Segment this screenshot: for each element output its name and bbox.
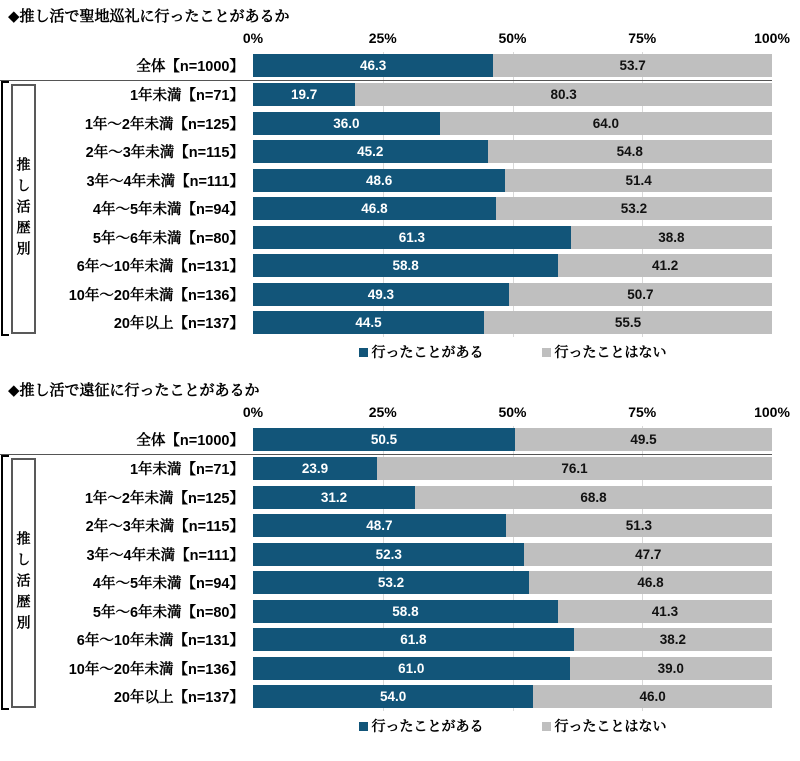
table-row (0, 252, 772, 281)
bar-segment-yes: 36.0 (253, 112, 440, 135)
bar-segment-yes: 58.8 (253, 600, 558, 623)
bar-segment-no: 38.8 (571, 226, 772, 249)
row-label: 1年未満【n=71】 (129, 462, 244, 479)
axis-tick: 50% (498, 404, 527, 420)
bar-segment-yes: 48.7 (253, 514, 506, 537)
bar-segment-no: 54.8 (488, 140, 772, 163)
bar-segment-no: 41.3 (558, 600, 772, 623)
table-row (0, 81, 772, 110)
stacked-bar (253, 514, 772, 537)
table-row (0, 166, 772, 195)
stacked-bar (253, 486, 772, 509)
row-label: 3年〜4年未満【n=111】 (86, 173, 244, 190)
legend-label-yes: 行ったことがある (371, 718, 484, 734)
group-label: 推し活歴別 (15, 156, 32, 262)
bar-segment-yes: 31.2 (253, 486, 415, 509)
bar-segment-no: 46.0 (533, 685, 772, 708)
legend-label-yes: 行ったことがある (371, 344, 484, 360)
legend-label-no: 行ったことはない (554, 718, 667, 734)
group-bracket (1, 455, 9, 710)
axis-tick: 100% (754, 404, 790, 420)
legend-item-yes (359, 716, 484, 736)
row-label: 10年〜20年未満【n=136】 (68, 287, 244, 304)
bar-segment-no: 53.2 (496, 197, 772, 220)
bar-segment-no: 51.3 (506, 514, 772, 537)
table-row (0, 626, 772, 655)
stacked-bar (253, 283, 772, 306)
row-label: 6年〜10年未満【n=131】 (76, 633, 244, 650)
stacked-bar (253, 254, 772, 277)
stacked-bar (253, 311, 772, 334)
legend-swatch-yes-icon (359, 722, 368, 731)
chart-title: ◆推し活で遠征に行ったことがあるか (8, 382, 260, 399)
bar-segment-no: 64.0 (440, 112, 772, 135)
axis-tick: 50% (498, 30, 527, 46)
row-label: 5年〜6年未満【n=80】 (92, 230, 244, 247)
table-row (0, 569, 772, 598)
plot-area (0, 52, 772, 337)
chart-title: ◆推し活で聖地巡礼に行ったことがあるか (8, 8, 290, 25)
row-label: 20年以上【n=137】 (113, 690, 244, 707)
legend-swatch-no-icon (542, 722, 551, 731)
group-box (11, 458, 36, 708)
bar-segment-yes: 50.5 (253, 428, 515, 451)
stacked-bar (253, 457, 772, 480)
axis-tick: 100% (754, 30, 790, 46)
bar-segment-yes: 46.8 (253, 197, 496, 220)
stacked-bar (253, 428, 772, 451)
axis-tick: 25% (368, 404, 397, 420)
table-row (0, 512, 772, 541)
table-row (0, 138, 772, 167)
stacked-bar (253, 83, 772, 106)
plot-area (0, 426, 772, 711)
bar-segment-no: 46.8 (529, 571, 772, 594)
group-bracket (1, 81, 9, 336)
table-row (0, 540, 772, 569)
stacked-bar (253, 169, 772, 192)
table-row (0, 309, 772, 338)
stacked-bar (253, 197, 772, 220)
x-axis (242, 402, 790, 426)
legend-item-yes (359, 342, 484, 362)
axis-tick: 0% (242, 404, 264, 420)
bar-segment-yes: 52.3 (253, 543, 524, 566)
bar-segment-no: 39.0 (570, 657, 772, 680)
axis-tick: 25% (368, 30, 397, 46)
bar-segment-no: 68.8 (415, 486, 772, 509)
table-row (0, 597, 772, 626)
table-row (0, 455, 772, 484)
row-label: 全体【n=1000】 (136, 59, 244, 76)
bar-segment-yes: 61.8 (253, 628, 574, 651)
bar-segment-no: 76.1 (377, 457, 772, 480)
stacked-bar (253, 571, 772, 594)
x-axis (242, 28, 790, 52)
bar-segment-yes: 44.5 (253, 311, 484, 334)
bar-segment-no: 38.2 (574, 628, 772, 651)
table-row (0, 654, 772, 683)
bar-segment-yes: 58.8 (253, 254, 558, 277)
row-label: 全体【n=1000】 (136, 433, 244, 450)
chart-seichi-junrei (0, 6, 800, 367)
table-row (0, 223, 772, 252)
bar-segment-yes: 19.7 (253, 83, 355, 106)
stacked-bar (253, 628, 772, 651)
chart-ensei (0, 380, 800, 741)
bar-segment-no: 49.5 (515, 428, 772, 451)
row-label: 2年〜3年未満【n=115】 (85, 145, 244, 162)
table-row (0, 280, 772, 309)
legend-item-no (542, 716, 667, 736)
group-box (11, 84, 36, 334)
row-label: 20年以上【n=137】 (113, 316, 244, 333)
bar-segment-no: 41.2 (558, 254, 772, 277)
row-label: 2年〜3年未満【n=115】 (85, 519, 244, 536)
group-label: 推し活歴別 (15, 530, 32, 636)
row-label: 1年〜2年未満【n=125】 (84, 116, 244, 133)
bar-segment-yes: 54.0 (253, 685, 533, 708)
bar-segment-yes: 61.0 (253, 657, 570, 680)
table-row (0, 195, 772, 224)
row-label: 5年〜6年未満【n=80】 (92, 604, 244, 621)
bar-segment-yes: 53.2 (253, 571, 529, 594)
stacked-bar (253, 54, 772, 77)
legend-swatch-yes-icon (359, 348, 368, 357)
legend (253, 337, 772, 367)
table-row (0, 483, 772, 512)
legend-label-no: 行ったことはない (554, 344, 667, 360)
bar-segment-no: 80.3 (355, 83, 772, 106)
row-label: 4年〜5年未満【n=94】 (92, 202, 244, 219)
table-row (0, 426, 772, 455)
row-label: 1年〜2年未満【n=125】 (84, 490, 244, 507)
table-row (0, 109, 772, 138)
row-label: 6年〜10年未満【n=131】 (76, 259, 244, 276)
row-label: 10年〜20年未満【n=136】 (68, 661, 244, 678)
stacked-bar (253, 600, 772, 623)
bar-segment-yes: 49.3 (253, 283, 509, 306)
bar-segment-yes: 46.3 (253, 54, 493, 77)
stacked-bar (253, 657, 772, 680)
bar-segment-no: 50.7 (509, 283, 772, 306)
bar-segment-no: 47.7 (524, 543, 772, 566)
legend-swatch-no-icon (542, 348, 551, 357)
bar-rows (0, 52, 772, 337)
row-label: 4年〜5年未満【n=94】 (92, 576, 244, 593)
table-row (0, 683, 772, 712)
stacked-bar (253, 140, 772, 163)
table-row (0, 52, 772, 81)
bar-segment-yes: 48.6 (253, 169, 505, 192)
legend-item-no (542, 342, 667, 362)
bar-segment-yes: 45.2 (253, 140, 488, 163)
legend (253, 711, 772, 741)
stacked-bar (253, 543, 772, 566)
axis-tick: 75% (628, 30, 657, 46)
bar-segment-no: 55.5 (484, 311, 772, 334)
row-label: 1年未満【n=71】 (129, 88, 244, 105)
stacked-bar (253, 226, 772, 249)
bar-rows (0, 426, 772, 711)
row-label: 3年〜4年未満【n=111】 (86, 547, 244, 564)
bar-segment-no: 53.7 (493, 54, 772, 77)
stacked-bar (253, 112, 772, 135)
bar-segment-yes: 23.9 (253, 457, 377, 480)
bar-segment-yes: 61.3 (253, 226, 571, 249)
axis-tick: 75% (628, 404, 657, 420)
bar-segment-no: 51.4 (505, 169, 772, 192)
stacked-bar (253, 685, 772, 708)
axis-tick: 0% (242, 30, 264, 46)
